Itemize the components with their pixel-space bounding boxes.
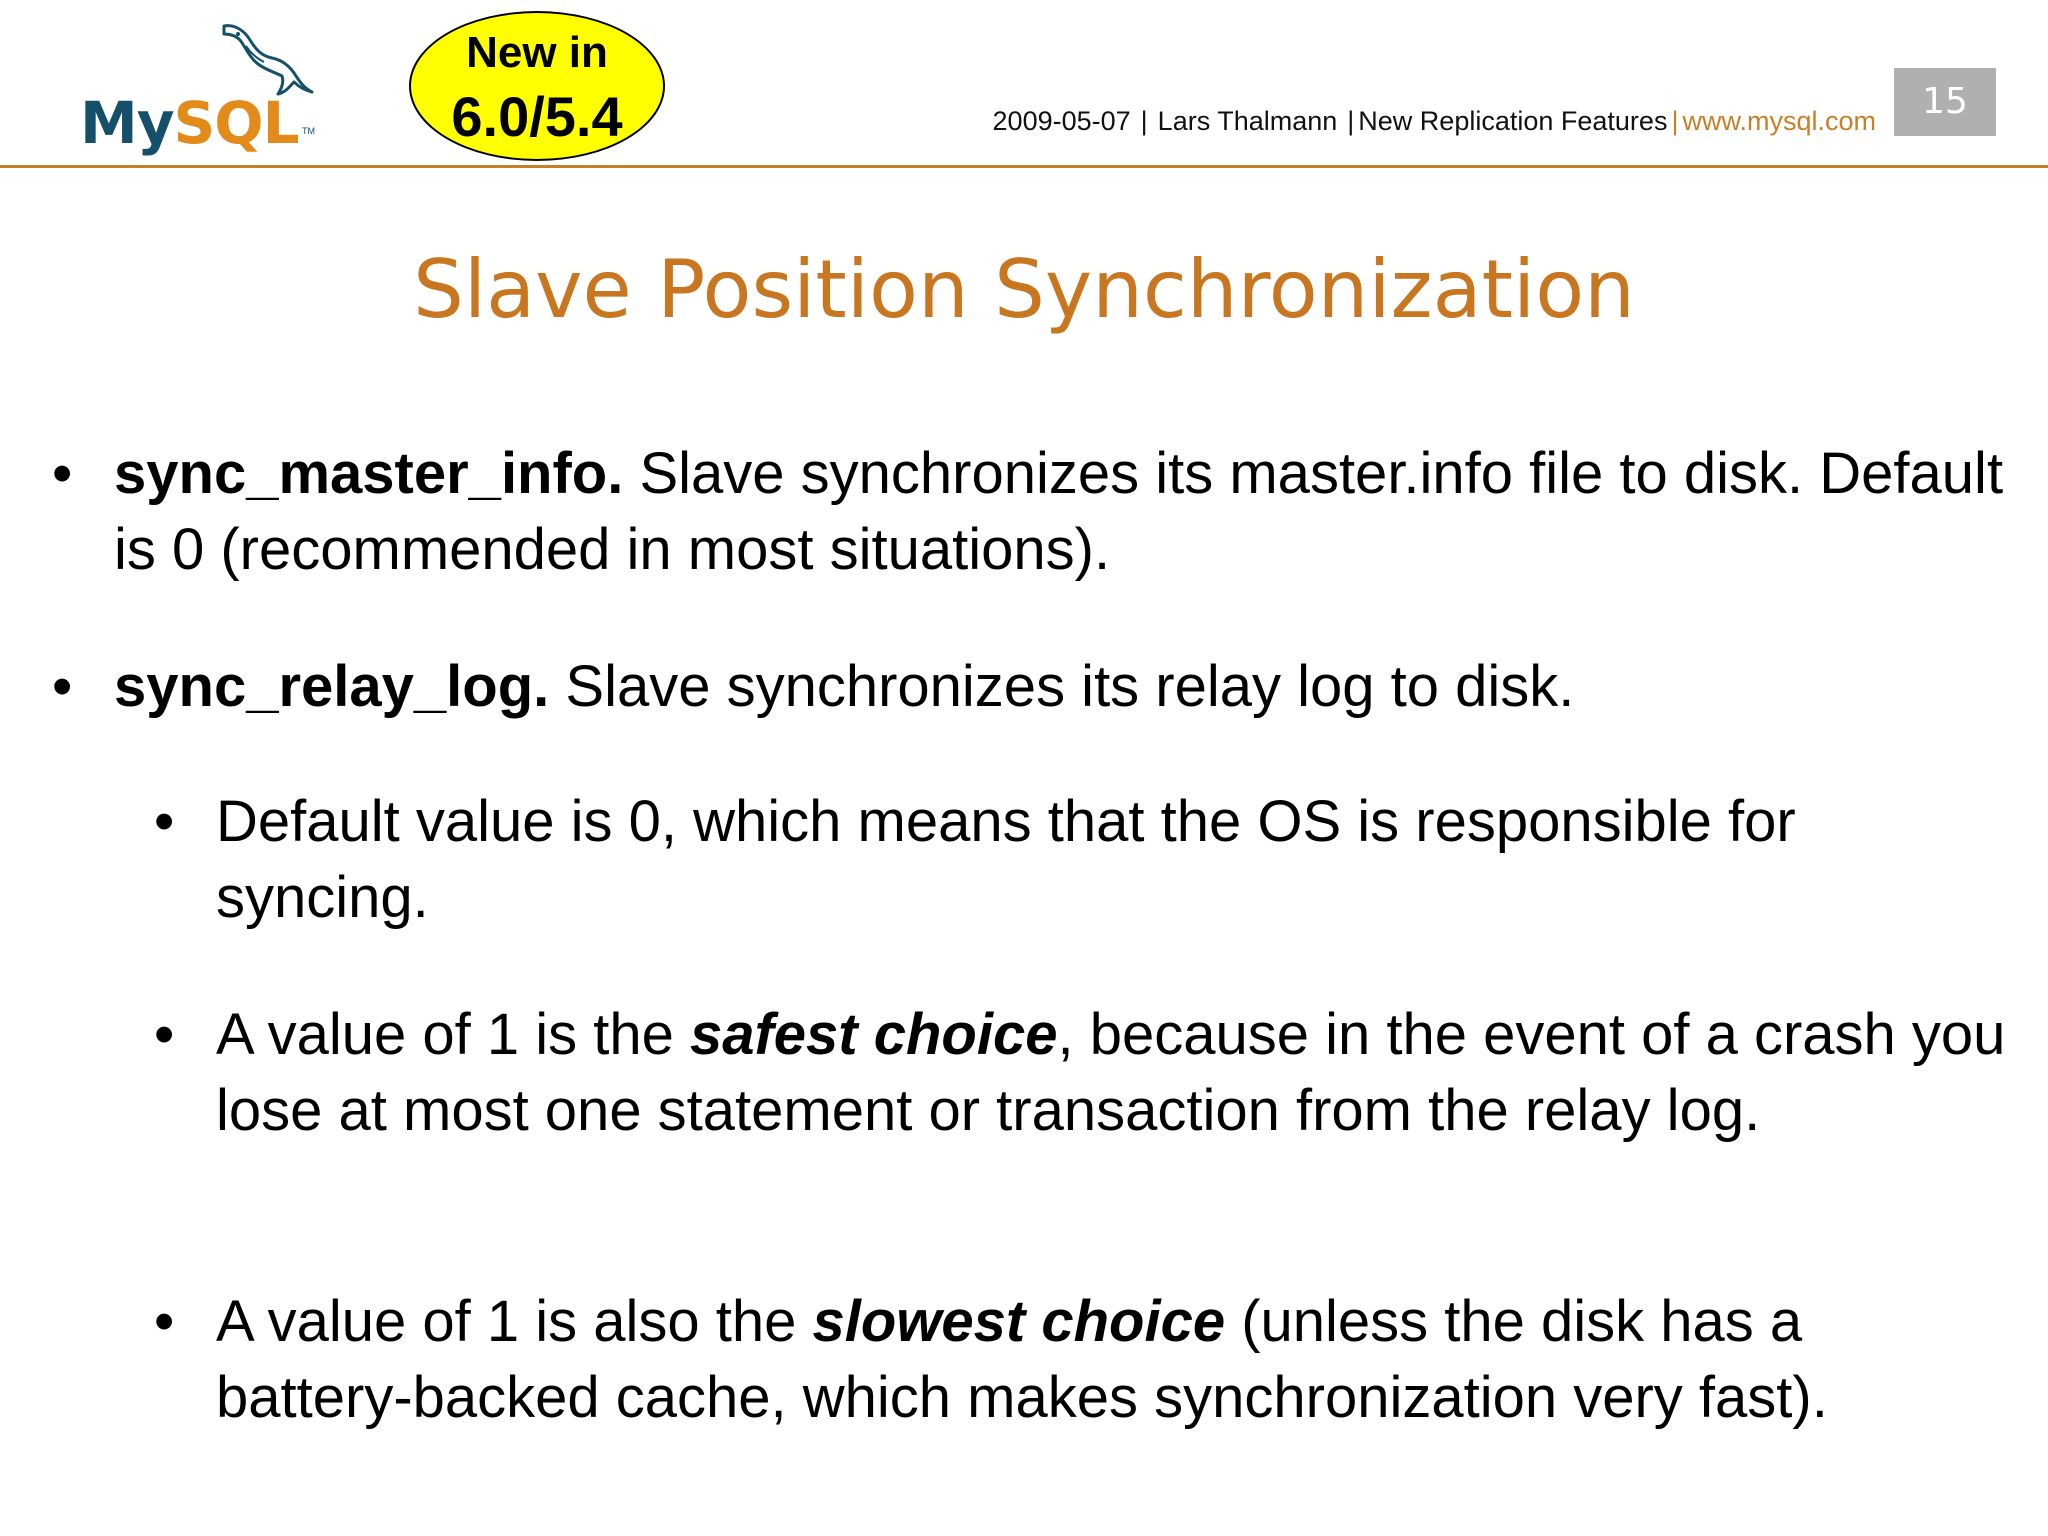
slide-title: Slave Position Synchronization	[413, 243, 1635, 336]
bullet-marker: •	[154, 1289, 175, 1354]
bullet-sync-master-info	[52, 436, 2014, 588]
sub-bullet-text: Default value is 0, which means that the OS is responsible for syncing.	[216, 789, 1796, 930]
bullet-text: Slave synchronizes its master.info file to disk. Default is 0 (recommended in most situations).	[114, 441, 2004, 582]
talk-title: New Replication Features	[1358, 106, 1668, 136]
bullet-term: sync_master_info.	[114, 441, 624, 506]
presentation-date: 2009-05-07	[992, 106, 1131, 136]
bullet-text: Slave synchronizes its relay log to disk.	[549, 654, 1575, 719]
bullet-term: sync_relay_log.	[114, 654, 550, 719]
sub-bullet-emphasis: safest choice	[689, 1002, 1058, 1067]
logo-trademark: TM	[302, 126, 315, 136]
sub-bullet-text-pre: A value of 1 is also the	[216, 1289, 813, 1354]
sub-bullet-text-post: (unless the disk has a battery-backed cache, which makes synchronization very fast).	[216, 1289, 1828, 1430]
separator: |	[1671, 106, 1679, 136]
badge-line-2: 6.0/5.4	[451, 85, 623, 148]
sub-bullet-default-value	[154, 784, 2006, 936]
bullet-marker: •	[154, 789, 175, 854]
sub-bullet-text-post: , because in the event of a crash you lose at most one statement or transaction from the relay log.	[216, 1002, 2006, 1143]
logo-sql: SQL	[173, 89, 299, 157]
separator: |	[1140, 106, 1148, 136]
bullet-marker: •	[52, 654, 73, 719]
page-number: 15	[1894, 68, 1996, 136]
sub-bullet-emphasis: slowest choice	[812, 1289, 1226, 1354]
author-name: Lars Thalmann	[1157, 106, 1338, 136]
sub-bullet-slowest-choice	[154, 1284, 2006, 1436]
logo-my: My	[80, 89, 174, 157]
badge-line-1: New in	[466, 28, 608, 77]
separator: |	[1347, 106, 1355, 136]
sub-bullet-text-pre: A value of 1 is the	[216, 1002, 690, 1067]
sub-bullet-safest-choice	[154, 997, 2006, 1149]
bullet-sync-relay-log	[52, 649, 2014, 725]
bullet-marker: •	[154, 1002, 175, 1067]
website-url: www.mysql.com	[1682, 106, 1876, 136]
bullet-marker: •	[52, 441, 73, 506]
